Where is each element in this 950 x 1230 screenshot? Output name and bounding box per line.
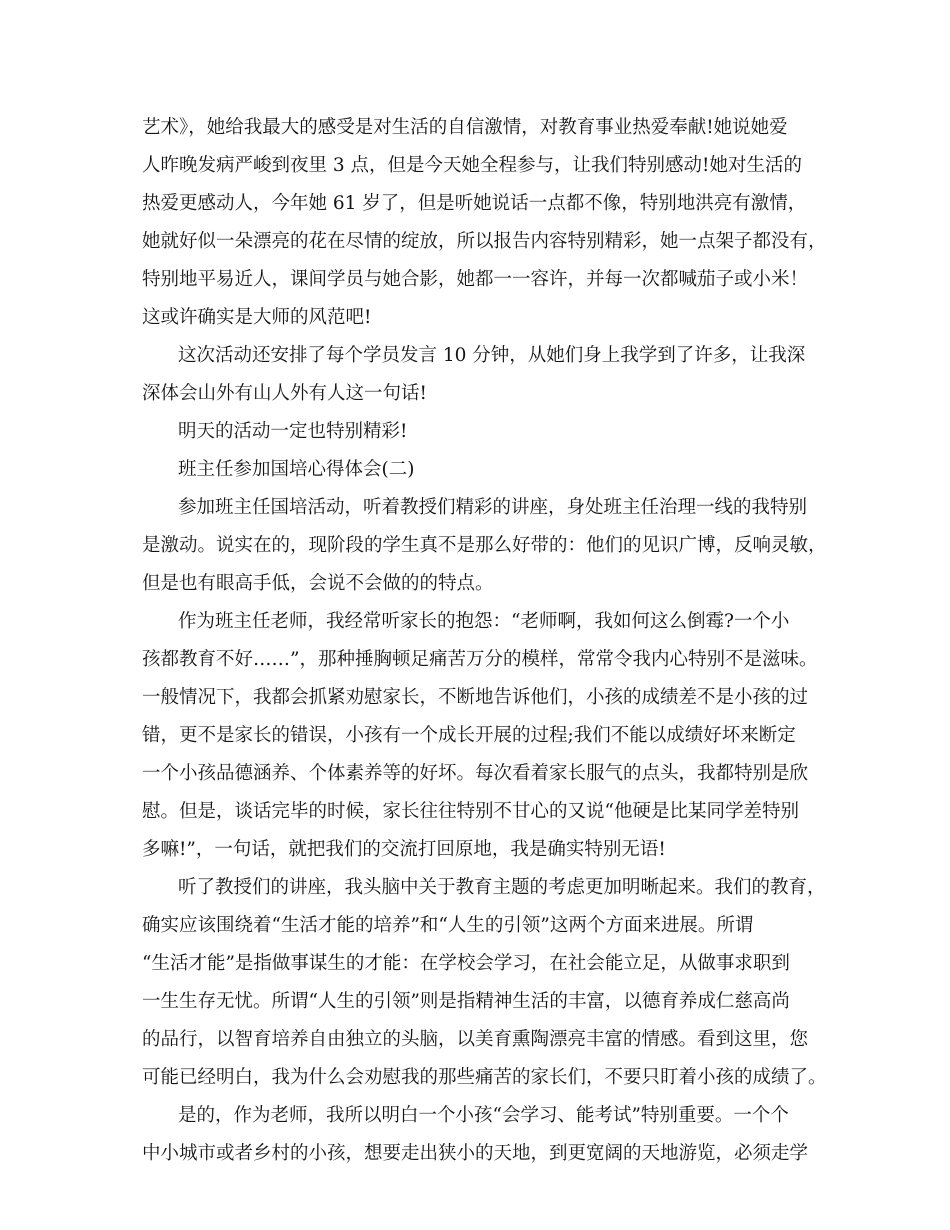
text-line: “生活才能”是指做事谋生的才能：在学校会学习，在社会能立足，从做事求职到 — [142, 953, 790, 974]
text-line: 但是也有眼高手低，会说不会做的的特点。 — [142, 573, 494, 594]
text-line: 艺术》，她给我最大的感受是对生活的自信激情，对教育事业热爱奉献!她说她爱 — [142, 117, 788, 138]
paragraph-start-line: 这次活动还安排了每个学员发言 10 分钟，从她们身上我学到了许多，让我深 — [178, 345, 806, 366]
text-line: 深体会山外有山人外有人这一句话! — [142, 383, 427, 404]
text-line: 特别地平易近人，课间学员与她合影，她都一一容许，并每一次都喊茄子或小米！ — [142, 269, 809, 290]
text-line: 是激动。说实在的，现阶段的学生真不是那么好带的：他们的见识广博，反响灵敏， — [142, 535, 827, 556]
paragraph-start-line: 明天的活动一定也特别精彩! — [178, 421, 408, 442]
text-line: 人昨晚发病严峻到夜里 3 点，但是今天她全程参与，让我们特别感动!她对生活的 — [142, 155, 802, 176]
text-line: 错，更不是家长的错误，小孩有一个成长开展的过程;我们不能以成绩好坏来断定 — [142, 725, 796, 746]
text-line: 可能已经明白，我为什么会劝慰我的那些痛苦的家长们，不要只盯着小孩的成绩了。 — [142, 1067, 827, 1088]
text-line: 热爱更感动人，今年她 61 岁了，但是听她说话一点都不像，特别地洪亮有激情， — [142, 193, 807, 214]
paragraph-start-line: 作为班主任老师，我经常听家长的抱怨：“老师啊，我如何这么倒霉?一个小 — [178, 611, 790, 632]
text-line: 孩都教育不好……”，那种捶胸顿足痛苦万分的模样，常常令我内心特别不是滋味。 — [142, 649, 818, 670]
text-line: 一般情况下，我都会抓紧劝慰家长，不断地告诉他们，小孩的成绩差不是小孩的过 — [142, 687, 809, 708]
text-line: 一个小孩品德涵养、个体素养等的好坏。每次看着家长服气的点头，我都特别是欣 — [142, 763, 809, 784]
text-line: 多嘛!”，一句话，就把我们的交流打回原地，我是确实特别无语! — [142, 839, 666, 860]
text-line: 这或许确实是大师的风范吧! — [142, 307, 372, 328]
text-line: 的品行，以智育培养自由独立的头脑，以美育熏陶漂亮丰富的情感。看到这里，您 — [142, 1029, 809, 1050]
paragraph-start-line: 参加班主任国培活动，听着教授们精彩的讲座，身处班主任治理一线的我特别 — [178, 497, 808, 518]
section-heading: 班主任参加国培心得体会(二) — [178, 459, 415, 480]
text-line: 中小城市或者乡村的小孩，想要走出狭小的天地，到更宽阔的天地游览，必须走学 — [142, 1143, 809, 1164]
paragraph-start-line: 听了教授们的讲座，我头脑中关于教育主题的考虑更加明晰起来。我们的教育， — [178, 877, 826, 898]
text-line: 确实应该围绕着“生活才能的培养”和“人生的引领”这两个方面来进展。所谓 — [142, 915, 754, 936]
paragraph-start-line: 是的，作为老师，我所以明白一个小孩“会学习、能考试”特别重要。一个个 — [178, 1105, 789, 1126]
text-line: 她就好似一朵漂亮的花在尽情的绽放，所以报告内容特别精彩，她一点架子都没有， — [142, 231, 827, 252]
text-line: 一生生存无忧。所谓“人生的引领”则是指精神生活的丰富，以德育养成仁慈高尚 — [142, 991, 790, 1012]
text-line: 慰。但是，谈话完毕的时候，家长往往特别不甘心的又说“他硬是比某同学差特别 — [142, 801, 799, 822]
